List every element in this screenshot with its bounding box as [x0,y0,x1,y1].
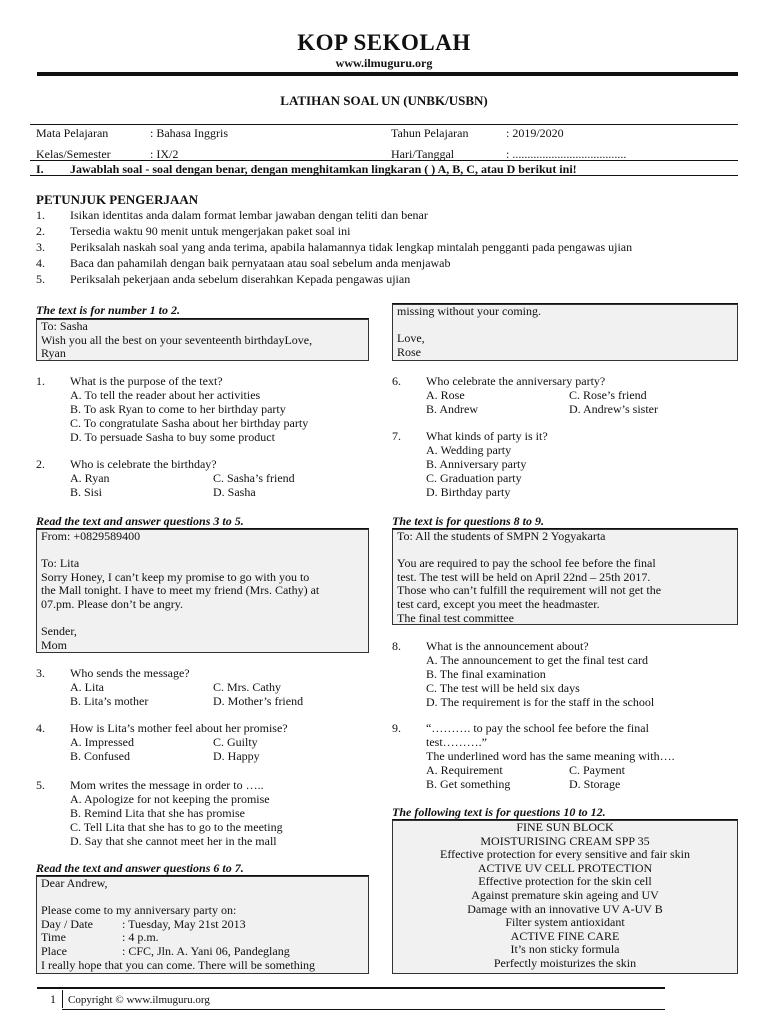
option-a[interactable]: A. Impressed [70,735,134,749]
question-5: 5. Mom writes the message in order to ….. A. Apologize for not keeping the promise B. Remind Lita that she has promise C. Tell Lita that she has to go to the meeting D. Say that she cannot meet her in the mall [36,778,283,848]
text-box-5: FINE SUN BLOCK MOISTURISING CREAM SPP 35 Effective protection for every sensitive and fair skin ACTIVE UV CELL PROTECTION Effective protection for the skin cell Against premature skin ageing and UV Damage with an innovative UV A-UV B Filter system antioxidant ACTIVE FINE CARE It’s non sticky formula Perfectly moisturizes the skin [392,820,738,974]
option-a[interactable]: A. To tell the reader about her activities [70,388,261,402]
option-d[interactable]: D. To persuade Sasha to buy some product [70,430,275,444]
text-box-3-continued: missing without your coming. Love, Rose [392,304,738,361]
option-a[interactable]: A. The announcement to get the final test card [426,653,649,667]
text-box-4: To: All the students of SMPN 2 Yogyakarta You are required to pay the school fee before the final test. The test will be held on April 22nd – 25th 2017. Those who can’t fulfill the requirement will not get the test card, except you meet the headmaster. The final test committee [392,529,738,625]
class-value: : IX/2 [150,147,179,161]
option-b[interactable]: B. Get something [426,777,511,791]
option-d[interactable]: D. Andrew’s sister [569,402,658,416]
section-title-4: The text is for questions 8 to 9. [392,514,545,528]
option-a[interactable]: A. Ryan [70,471,110,485]
option-a[interactable]: A. Requirement [426,763,503,777]
instruction-number: I. [36,162,44,176]
option-d[interactable]: D. Happy [213,749,260,763]
list-item: 2. Tersedia waktu 90 menit untuk mengerjakan paket soal ini [36,224,351,238]
footer-underline [62,1009,665,1010]
question-4: 4. How is Lita’s mother feel about her promise? A. Impressed C. Guilty B. Confused D. Happy [36,721,288,763]
class-label: Kelas/Semester [36,147,111,161]
footer-divider [37,987,665,989]
text-box-1: To: Sasha Wish you all the best on your seventeenth birthdayLove, Ryan [36,319,369,361]
option-a[interactable]: A. Apologize for not keeping the promise [70,792,270,806]
year-value: : 2019/2020 [506,126,564,140]
option-d[interactable]: D. The requirement is for the staff in the school [426,695,655,709]
instructions-heading: PETUNJUK PENGERJAAN [36,192,199,207]
website-url: www.ilmuguru.org [335,56,433,70]
instruction-text: Jawablah soal - soal dengan benar, dengan menghitamkan lingkaran ( ) A, B, C, atau D berikut ini! [70,162,577,176]
instructions-list [36,207,736,287]
header-divider [37,72,738,76]
option-b[interactable]: B. The final examination [426,667,546,681]
question-8: 8. What is the announcement about? A. The announcement to get the final test card B. The final examination C. The test will be held six days D. The requirement is for the staff in the school [392,639,655,709]
section-title-2: Read the text and answer questions 3 to 5. [36,514,244,528]
question-9: 9. “………. to pay the school fee before the final test……….” The underlined word has the same meaning with…. A. Requirement C. Payment B. Get something D. Storage [392,721,675,791]
date-label: Hari/Tanggal [391,147,455,161]
text-box-2: From: +0829589400 To: Lita Sorry Honey, I can’t keep my promise to go with you to the Mall tonight. I have to meet my friend (Mrs. Cathy) at 07.pm. Please don’t be angry. Sender, Mom [36,529,369,653]
question-3: 3. Who sends the message? A. Lita C. Mrs. Cathy B. Lita’s mother D. Mother’s friend [36,666,304,708]
option-c[interactable]: C. Tell Lita that she has to go to the meeting [70,820,283,834]
option-b[interactable]: B. To ask Ryan to come to her birthday party [70,402,286,416]
list-item: 5. Periksalah pekerjaan anda sebelum diserahkan Kepada pengawas ujian [36,272,411,286]
option-a[interactable]: A. Lita [70,680,104,694]
option-b[interactable]: B. Confused [70,749,130,763]
option-d[interactable]: D. Say that she cannot meet her in the mall [70,834,277,848]
option-d[interactable]: D. Birthday party [426,485,511,499]
option-c[interactable]: C. Guilty [213,735,258,749]
question-7: 7. What kinds of party is it? A. Wedding party B. Anniversary party C. Graduation party D. Birthday party [392,429,548,499]
option-c[interactable]: C. Sasha’s friend [213,471,295,485]
year-label: Tahun Pelajaran [391,126,469,140]
question-2: 2. Who is celebrate the birthday? A. Ryan C. Sasha’s friend B. Sisi D. Sasha [36,457,295,499]
list-item: 1. Isikan identitas anda dalam format lembar jawaban dengan teliti dan benar [36,208,428,222]
list-item: 4. Baca dan pahamilah dengan baik pernyataan atau soal sebelum anda menjawab [36,256,451,270]
identity-divider [30,160,738,161]
option-d[interactable]: D. Storage [569,777,621,791]
subject-label: Mata Pelajaran [36,126,109,140]
date-value: : ...................................... [506,147,627,161]
option-b[interactable]: B. Anniversary party [426,457,527,471]
copyright-text: Copyright © www.ilmuguru.org [68,994,210,1006]
list-item: 3. Periksalah naskah soal yang anda terima, apabila halamannya tidak lengkap mintalah pengganti pada pengawas ujian [36,240,633,254]
option-c[interactable]: C. To congratulate Sasha about her birthday party [70,416,309,430]
option-c[interactable]: C. Payment [569,763,625,777]
option-b[interactable]: B. Remind Lita that she has promise [70,806,245,820]
page-number: 1 [50,992,56,1006]
question-6: 6. Who celebrate the anniversary party? A. Rose C. Rose’s friend B. Andrew D. Andrew’s sister [392,374,658,416]
option-c[interactable]: C. Rose’s friend [569,388,647,402]
option-b[interactable]: B. Lita’s mother [70,694,149,708]
option-b[interactable]: B. Andrew [426,402,478,416]
section-title-5: The following text is for questions 10 to 12. [392,805,606,819]
page-title: LATIHAN SOAL UN (UNBK/USBN) [280,93,488,108]
option-c[interactable]: C. Mrs. Cathy [213,680,282,694]
option-b[interactable]: B. Sisi [70,485,103,499]
text-box-3: Dear Andrew, Please come to my anniversary party on: Day / Date : Tuesday, May 21st 2013 Time : 4 p.m. Place : CFC, Jln. A. Yani 06, Pandeglang I really hope that you can come. There will be something [36,876,369,974]
option-a[interactable]: A. Rose [426,388,465,402]
section-title-3: Read the text and answer questions 6 to 7. [36,861,244,875]
option-c[interactable]: C. Graduation party [426,471,522,485]
option-d[interactable]: D. Mother’s friend [213,694,304,708]
section-title-1: The text is for number 1 to 2. [36,303,181,317]
school-letterhead: KOP SEKOLAH [297,30,471,55]
subject-value: : Bahasa Inggris [150,126,228,140]
option-d[interactable]: D. Sasha [213,485,256,499]
question-1: 1. What is the purpose of the text? A. To tell the reader about her activities B. To ask Ryan to come to her birthday party C. To congratulate Sasha about her birthday party D. To persuade Sasha to buy some product [36,374,309,444]
footer-separator [62,990,63,1008]
option-c[interactable]: C. The test will be held six days [426,681,580,695]
option-a[interactable]: A. Wedding party [426,443,512,457]
